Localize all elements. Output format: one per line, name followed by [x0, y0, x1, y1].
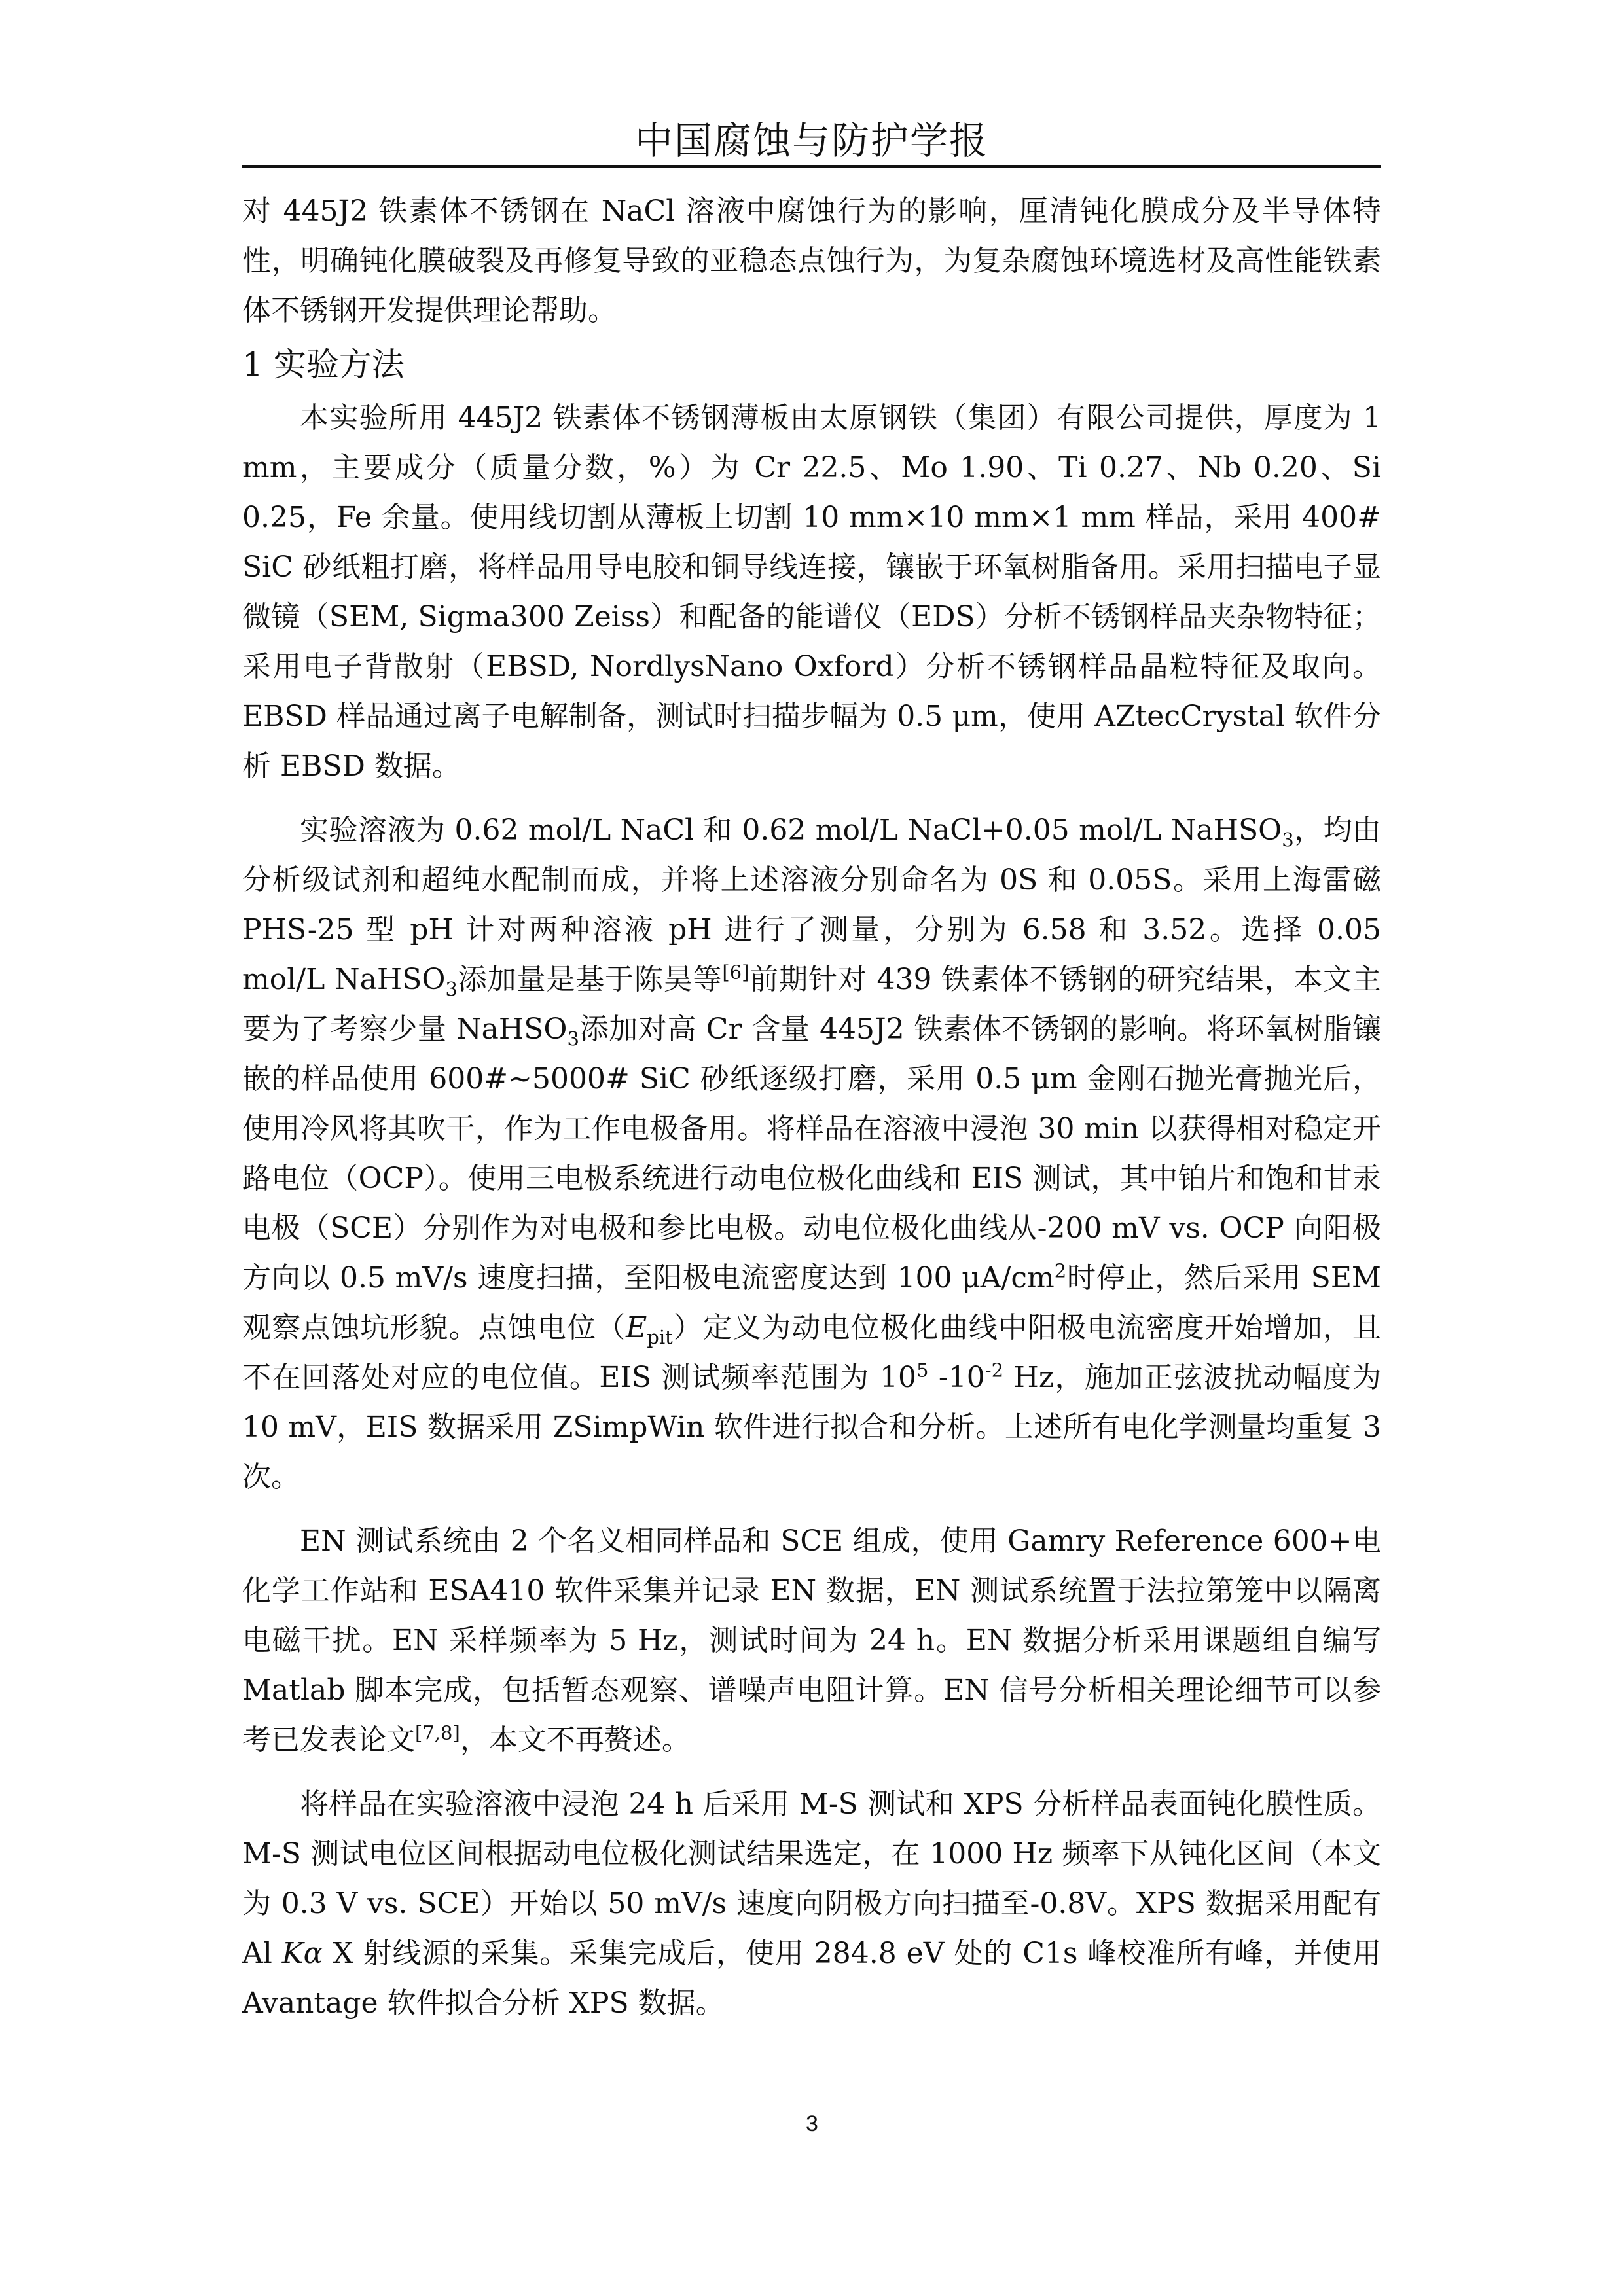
text-run: Hz，施加正弦波扰动幅度为 10 mV，EIS 数据采用 ZSimpWin 软件进行拟合和分析。上述所有电化学测量均重复 3 次。 — [242, 1361, 1381, 1494]
text-run: 实验溶液为 0.62 mol/L NaCl 和 0.62 mol/L NaCl+0.05 mol/L NaHSO — [300, 814, 1282, 847]
text-run: 将样品在实验溶液中浸泡 24 h 后采用 M-S 测试和 XPS 分析样品表面钝化膜性质。M-S 测试电位区间根据动电位极化测试结果选定，在 1000 Hz 频率下从钝化区间（本文为 0.3 V vs. SCE）开始以 50 mV/s 速度向阴极方向扫描至-0.8V。XPS 数据采用配有 Al — [242, 1787, 1381, 1970]
subscript: pit — [647, 1325, 673, 1348]
paragraph-solutions — [242, 806, 1381, 1502]
header-rule — [242, 165, 1381, 168]
citation: [7,8] — [415, 1721, 460, 1744]
text-run: ，均由分析级试剂和超纯水配制而成，并将上述溶液分别命名为 0S 和 0.05S。采用上海雷磁 PHS-25 型 pH 计对两种溶液 pH 进行了测量，分别为 6.58 和 3.52。选择 0.05 mol/L NaHSO — [242, 814, 1382, 996]
text-run: -10 — [928, 1361, 985, 1394]
symbol-k-alpha: Kα — [281, 1937, 323, 1970]
subscript: 3 — [567, 1027, 579, 1050]
text-run: 前期针对 439 铁素体不锈钢的研究结果，本文主要为了考察少量 NaHSO — [242, 963, 1381, 1046]
subscript: 3 — [1282, 828, 1294, 851]
journal-title: 中国腐蚀与防护学报 — [634, 118, 988, 163]
superscript: 2 — [1054, 1259, 1067, 1282]
text-run: 时停止，然后采用 SEM 观察点蚀坑形貌。点蚀电位（ — [242, 1261, 1381, 1344]
text-run: ，本文不再赘述。 — [460, 1723, 691, 1757]
intro-paragraph: 对 445J2 铁素体不锈钢在 NaCl 溶液中腐蚀行为的影响，厘清钝化膜成分及半导体特性，明确钝化膜破裂及再修复导致的亚稳态点蚀行为，为复杂腐蚀环境选材及高性能铁素体不锈钢开发提供理论帮助。 — [242, 194, 1381, 327]
paragraph-ms-xps — [242, 1780, 1381, 2028]
paragraph-materials: 本实验所用 445J2 铁素体不锈钢薄板由太原钢铁（集团）有限公司提供，厚度为 1 mm，主要成分（质量分数，%）为 Cr 22.5、Mo 1.90、Ti 0.27、Nb 0.20、Si 0.25，Fe 余量。使用线切割从薄板上切割 10 mm×10 mm×1 mm 样品，采用 400# SiC 砂纸粗打磨，将样品用导电胶和铜导线连接，镶嵌于环氧树脂备用。采用扫描电子显微镜（SEM, Sigma300 Zeiss）和配备的能谱仪（EDS）分析不锈钢样品夹杂物特征；采用电子背散射（EBSD, NordlysNano Oxford）分析不锈钢样品晶粒特征及取向。EBSD 样品通过离子电解制备，测试时扫描步幅为 0.5 μm，使用 AZtecCrystal 软件分析 EBSD 数据。 — [242, 401, 1381, 783]
text-run: 添加量是基于陈昊等 — [457, 963, 723, 996]
symbol-e: E — [626, 1311, 647, 1344]
text-run: X 射线源的采集。采集完成后，使用 284.8 eV 处的 C1s 峰校准所有峰，并使用 Avantage 软件拟合分析 XPS 数据。 — [242, 1937, 1381, 2020]
citation: [6] — [722, 961, 749, 984]
subscript: 3 — [445, 977, 458, 1000]
page-number: 3 — [806, 2111, 818, 2136]
body-text — [242, 187, 1381, 2028]
paragraph-en-test — [242, 1516, 1381, 1765]
superscript: 5 — [916, 1359, 929, 1382]
section-heading: 1 实验方法 — [242, 346, 405, 384]
superscript: -2 — [984, 1359, 1004, 1382]
text-run: 添加对高 Cr 含量 445J2 铁素体不锈钢的影响。将环氧树脂镶嵌的样品使用 600#~5000# SiC 砂纸逐级打磨，采用 0.5 μm 金刚石抛光膏抛光后，使用冷风将其吹干，作为工作电极备用。将样品在溶液中浸泡 30 min 以获得相对稳定开路电位（OCP）。使用三电极系统进行动电位极化曲线和 EIS 测试，其中铂片和饱和甘汞电极（SCE）分别作为对电极和参比电极。动电位极化曲线从-200 mV vs. OCP 向阳极方向以 0.5 mV/s 速度扫描，至阳极电流密度达到 100 μA/cm — [242, 1013, 1381, 1295]
text-run: ）定义为动电位极化曲线中阳极电流密度开始增加，且不在回落处对应的电位值。EIS 测试频率范围为 10 — [242, 1311, 1382, 1394]
text-run: EN 测试系统由 2 个名义相同样品和 SCE 组成，使用 Gamry Reference 600+电化学工作站和 ESA410 软件采集并记录 EN 数据，EN 测试系统置于法拉第笼中以隔离电磁干扰。EN 采样频率为 5 Hz，测试时间为 24 h。EN 数据分析采用课题组自编写 Matlab 脚本完成，包括暂态观察、谱噪声电阻计算。EN 信号分析相关理论细节可以参考已发表论文 — [242, 1524, 1381, 1757]
